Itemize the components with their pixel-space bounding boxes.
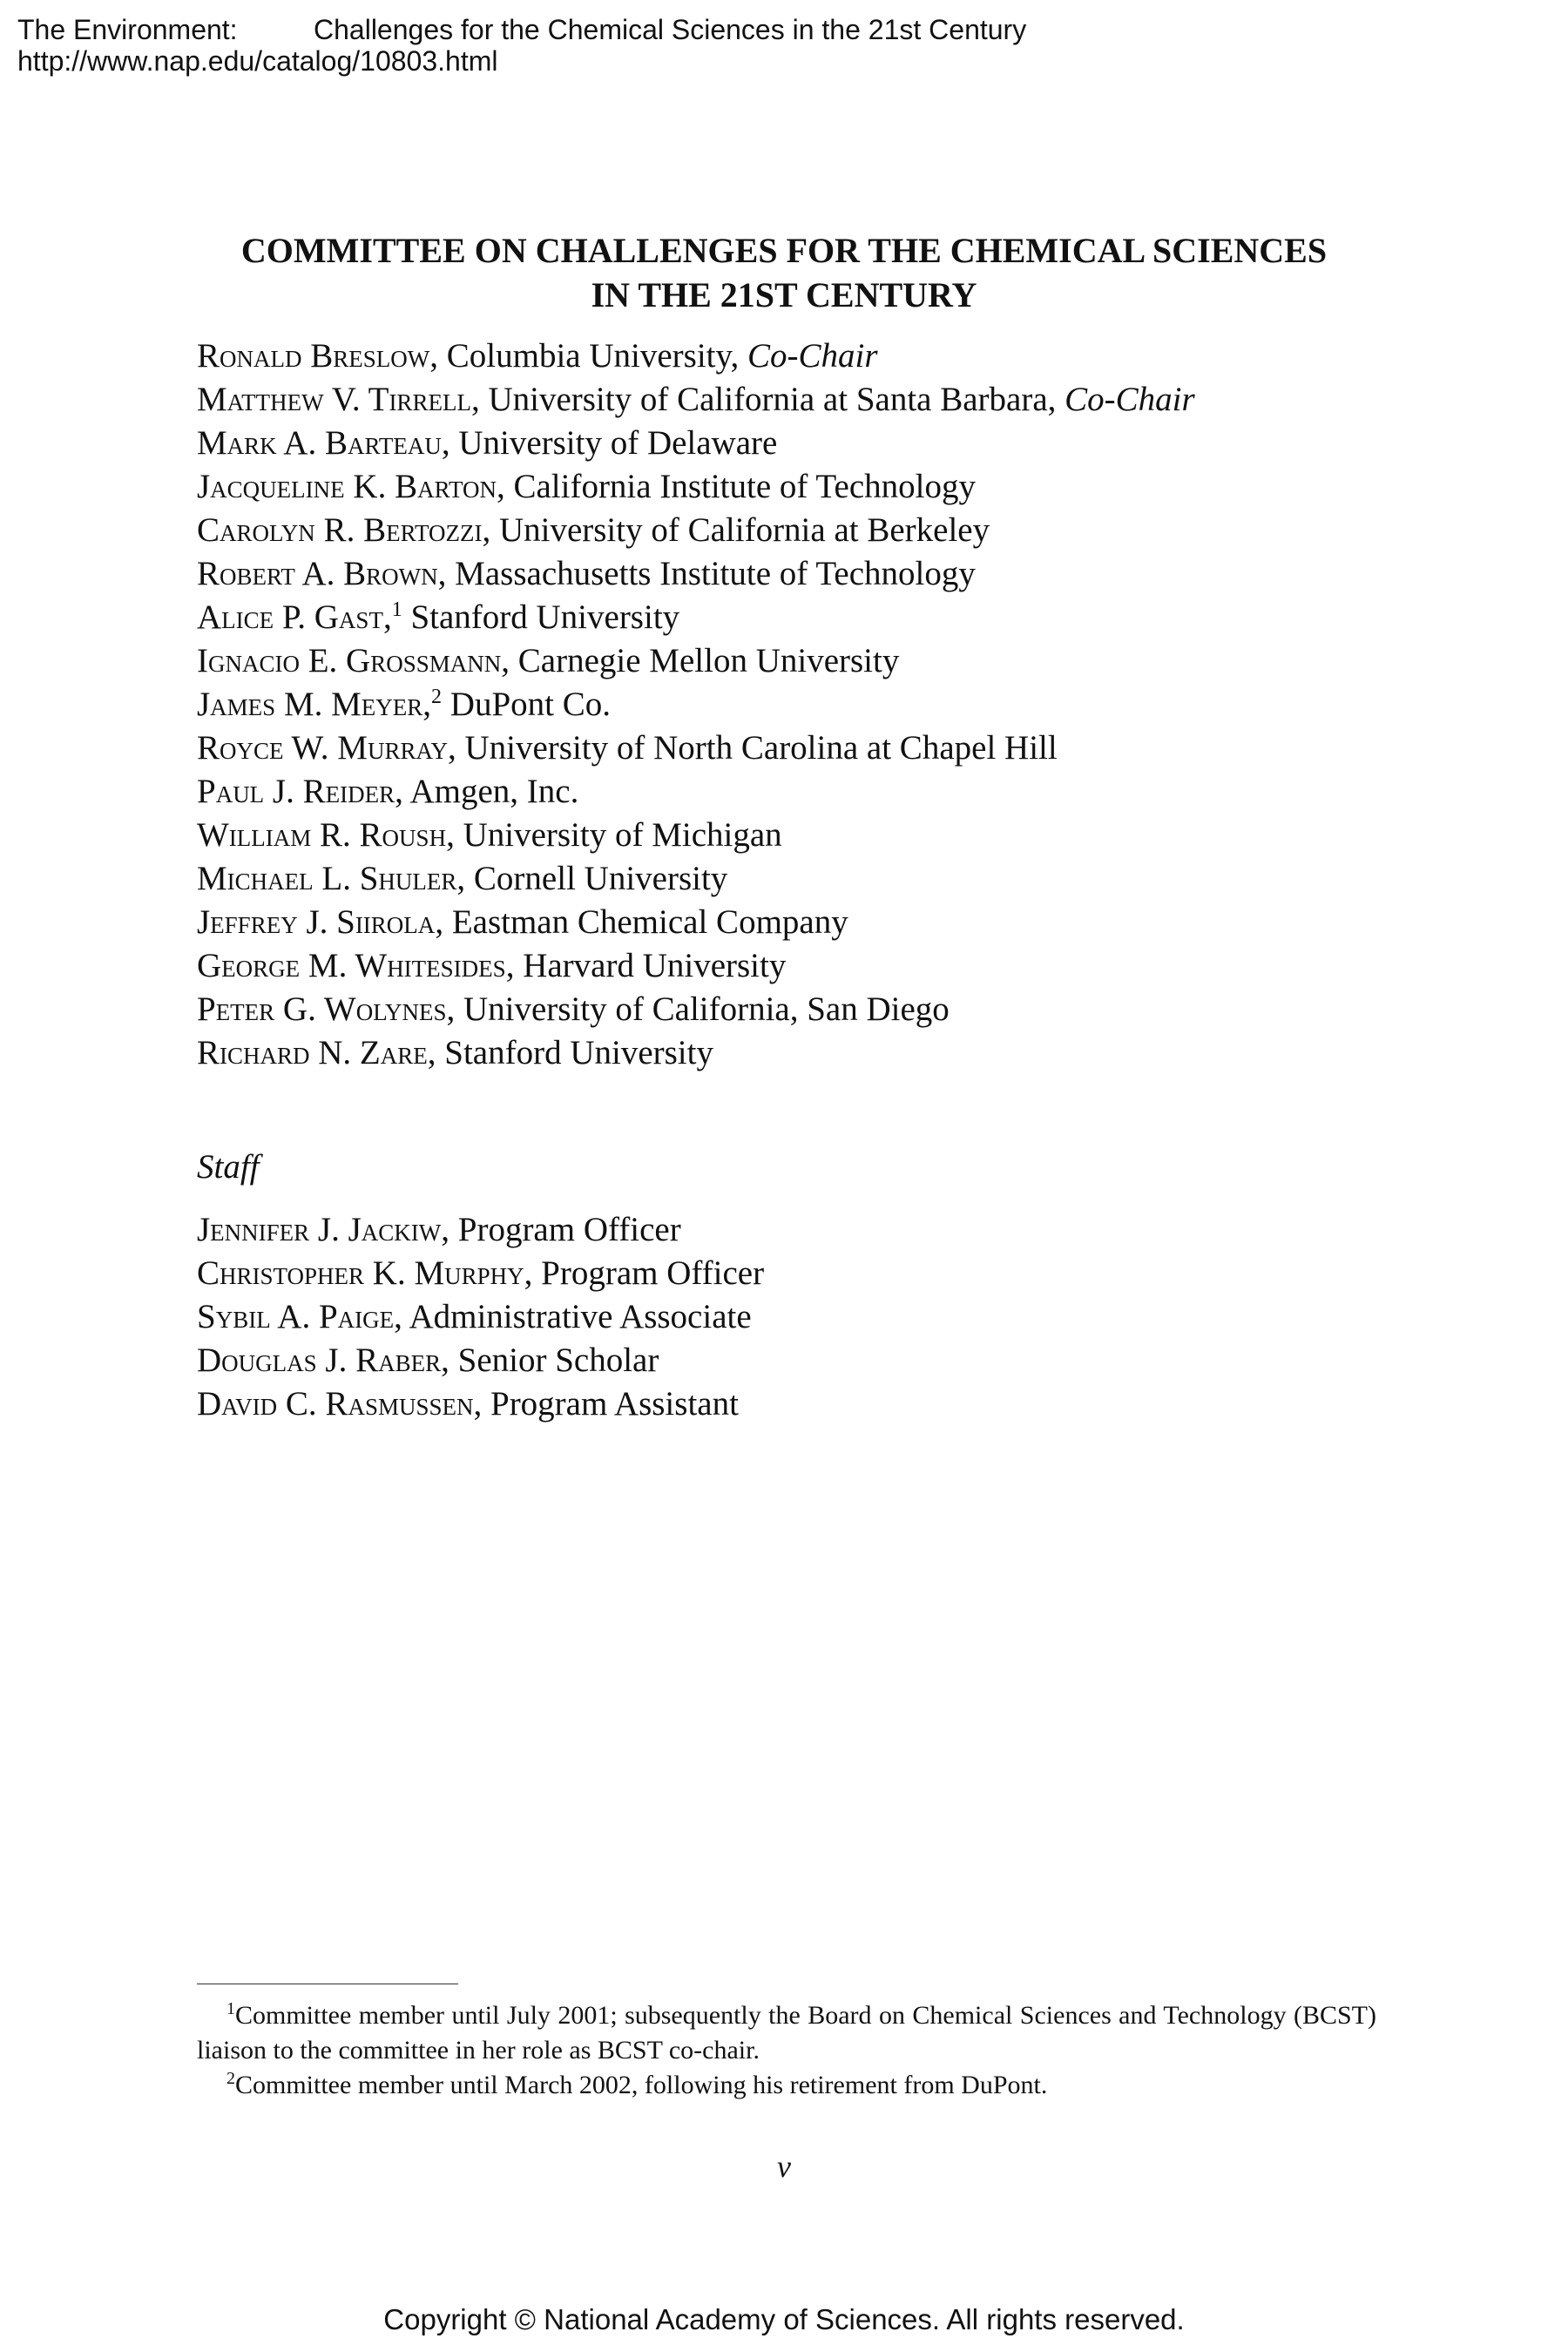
- member-affiliation: , University of California at Santa Barbara,: [470, 381, 1065, 418]
- header-title-row: [17, 14, 1026, 45]
- footnote-reference[interactable]: 1: [391, 598, 402, 621]
- member-name: Ronald Breslow: [197, 337, 430, 375]
- footnote-1: [197, 1998, 1376, 2068]
- staff-heading: Staff: [197, 1148, 260, 1186]
- member-affiliation: , Columbia University,: [429, 337, 747, 375]
- member-item: [197, 335, 1195, 378]
- page-number: v: [777, 2149, 791, 2184]
- staff-title: , Program Officer: [524, 1254, 765, 1292]
- member-name: George M. Whitesides: [197, 947, 506, 984]
- member-affiliation: , Harvard University: [505, 947, 787, 984]
- member-name: Paul J. Reider: [197, 773, 395, 810]
- member-name: Michael L. Shuler: [197, 860, 457, 897]
- staff-title: , Program Officer: [441, 1211, 681, 1248]
- header-book-title: Challenges for the Chemical Sciences in the 21st Century: [314, 14, 1027, 45]
- member-affiliation: , Cornell University: [456, 860, 728, 897]
- member-item: [197, 814, 1195, 857]
- member-item: [197, 596, 1195, 639]
- member-affiliation: , University of Michigan: [446, 816, 782, 854]
- member-item: [197, 857, 1195, 901]
- staff-name: Douglas J. Raber: [197, 1342, 442, 1379]
- committee-member-list: [197, 335, 1195, 1075]
- footnotes: [197, 1998, 1376, 2103]
- header-label: The Environment:: [17, 14, 238, 45]
- header-url[interactable]: http://www.nap.edu/catalog/10803.html: [17, 45, 498, 77]
- member-item: [197, 509, 1195, 552]
- footnote-reference[interactable]: 2: [431, 686, 443, 708]
- staff-title: , Program Assistant: [473, 1385, 739, 1423]
- member-affiliation: , University of North Carolina at Chapel Hill: [448, 729, 1058, 767]
- member-name: Carolyn R. Bertozzi: [197, 511, 483, 549]
- staff-title: , Senior Scholar: [441, 1342, 659, 1379]
- member-item: [197, 944, 1195, 988]
- member-comma: ,: [422, 686, 432, 723]
- member-item: [197, 727, 1195, 770]
- footnote-mark: 2: [226, 2069, 235, 2088]
- member-name: Alice P. Gast: [197, 598, 383, 636]
- member-comma: ,: [382, 598, 392, 636]
- member-name: William R. Roush: [197, 816, 447, 854]
- member-item: [197, 465, 1195, 509]
- member-affiliation: Stanford University: [402, 598, 680, 636]
- staff-item: [197, 1252, 764, 1295]
- footnote-text: Committee member until July 2001; subsequently the Board on Chemical Sciences and Technology (BCST) liaison to the committee in her role as BCST co-chair.: [197, 2001, 1376, 2065]
- member-name: Matthew V. Tirrell: [197, 381, 471, 418]
- member-role: Co-Chair: [747, 337, 878, 375]
- page-title: [0, 228, 1568, 317]
- footnote-text: Committee member until March 2002, following his retirement from DuPont.: [235, 2071, 1048, 2099]
- staff-name: Christopher K. Murphy: [197, 1254, 524, 1292]
- member-role: Co-Chair: [1064, 381, 1195, 418]
- page-title-line-1: COMMITTEE ON CHALLENGES FOR THE CHEMICAL SCIENCES: [240, 231, 1328, 270]
- member-item: [197, 683, 1195, 727]
- staff-item: [197, 1339, 764, 1382]
- member-item: [197, 1031, 1195, 1075]
- member-name: Jeffrey J. Siirola: [197, 903, 436, 941]
- member-name: Mark A. Barteau: [197, 424, 442, 462]
- member-affiliation: , University of Delaware: [441, 424, 778, 462]
- member-item: [197, 901, 1195, 944]
- staff-item: [197, 1382, 764, 1426]
- member-item: [197, 988, 1195, 1031]
- member-affiliation: , Carnegie Mellon University: [501, 642, 900, 679]
- staff-name: Sybil A. Paige: [197, 1298, 395, 1335]
- footnote-mark: 1: [226, 1999, 235, 2018]
- member-item: [197, 422, 1195, 465]
- member-name: Richard N. Zare: [197, 1034, 428, 1071]
- footnote-2: [197, 2068, 1376, 2103]
- member-affiliation: , Massachusetts Institute of Technology: [437, 555, 976, 592]
- member-affiliation: , University of California, San Diego: [446, 990, 950, 1028]
- staff-name: Jennifer J. Jackiw: [197, 1211, 442, 1248]
- document-header: [17, 14, 1026, 77]
- page-title-line-2: IN THE 21ST CENTURY: [591, 275, 977, 314]
- staff-item: [197, 1295, 764, 1339]
- member-affiliation: DuPont Co.: [442, 686, 611, 723]
- member-name: Royce W. Murray: [197, 729, 448, 767]
- member-affiliation: , Amgen, Inc.: [395, 773, 579, 810]
- staff-title: , Administrative Associate: [394, 1298, 752, 1335]
- member-name: Jacqueline K. Barton: [197, 468, 497, 505]
- staff-list: [197, 1208, 764, 1426]
- member-item: [197, 378, 1195, 422]
- member-item: [197, 770, 1195, 814]
- member-name: Robert A. Brown: [197, 555, 438, 592]
- member-name: James M. Meyer: [197, 686, 423, 723]
- copyright-footer: Copyright © National Academy of Sciences. All rights reserved.: [383, 2303, 1185, 2335]
- member-name: Peter G. Wolynes: [197, 990, 447, 1028]
- member-affiliation: , California Institute of Technology: [496, 468, 976, 505]
- staff-item: [197, 1208, 764, 1252]
- member-affiliation: , Eastman Chemical Company: [435, 903, 848, 941]
- staff-name: David C. Rasmussen: [197, 1385, 474, 1423]
- member-item: [197, 552, 1195, 596]
- member-affiliation: , Stanford University: [427, 1034, 713, 1071]
- member-item: [197, 639, 1195, 683]
- member-name: Ignacio E. Grossmann: [197, 642, 502, 679]
- member-affiliation: , University of California at Berkeley: [482, 511, 990, 549]
